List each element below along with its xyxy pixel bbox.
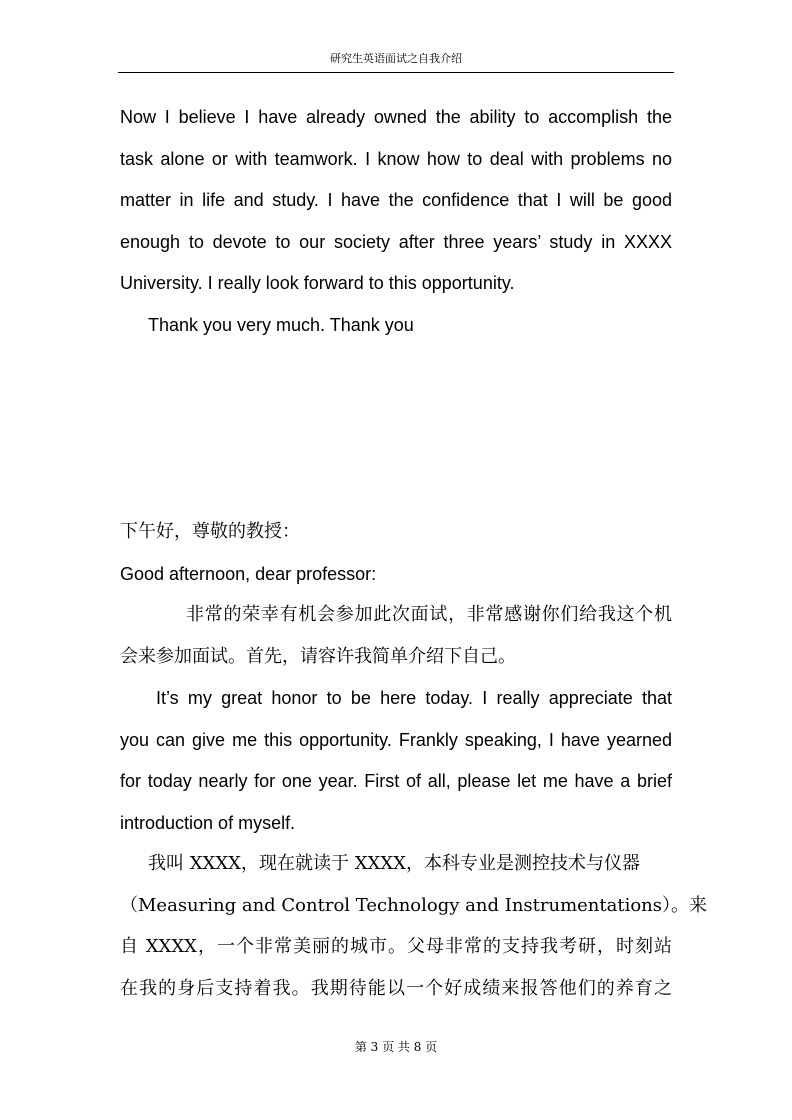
text-line: （Measuring and Control Technology and Instrumentations）。来 <box>120 895 708 916</box>
text-line-greeting-en: Good afternoon, dear professor: <box>120 564 377 584</box>
page-number-footer: 第 3 页 共 8 页 <box>354 1040 438 1054</box>
text-line: 在我的身后支持着我。我期待能以一个好成绩来报答他们的养育之 <box>120 978 672 999</box>
text-line: you can give me this opportunity. Frankly speaking, I have yearned <box>120 730 672 750</box>
text-line: University. I really look forward to this opportunity. <box>120 273 515 293</box>
text-line: Now I believe I have already owned the ability to accomplish the <box>120 107 672 127</box>
text-line: 非常的荣幸有机会参加此次面试，非常感谢你们给我这个机 <box>186 604 672 625</box>
text-line: for today nearly for one year. First of all, please let me have a brief <box>120 771 672 791</box>
text-line: introduction of myself. <box>120 813 296 833</box>
text-line: 会来参加面试。首先，请容许我简单介绍下自己。 <box>120 646 516 667</box>
text-line-greeting-cn: 下午好，尊敬的教授： <box>120 521 300 542</box>
text-line: task alone or with teamwork. I know how to deal with problems no <box>120 149 672 169</box>
text-line: 自 XXXX，一个非常美丽的城市。父母非常的支持我考研，时刻站 <box>120 936 672 957</box>
text-line: Thank you very much. Thank you <box>148 315 414 335</box>
text-line: matter in life and study. I have the confidence that I will be good <box>120 190 672 210</box>
text-line: enough to devote to our society after three years’ study in XXXX <box>120 232 672 252</box>
text-line: It’s my great honor to be here today. I really appreciate that <box>156 688 672 708</box>
header-divider <box>118 72 674 73</box>
page-header-title: 研究生英语面试之自我介绍 <box>330 52 462 65</box>
text-line: 我叫 XXXX，现在就读于 XXXX，本科专业是测控技术与仪器 <box>148 853 640 874</box>
